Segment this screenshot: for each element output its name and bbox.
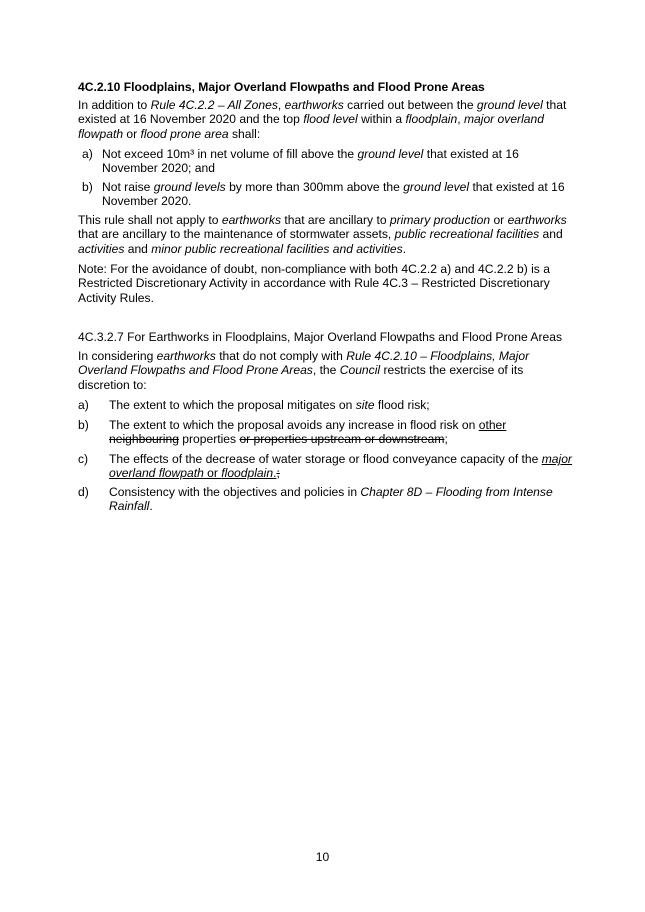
list-item-text: The effects of the decrease of water storage or flood conveyance capacity of the major overland flowpath or floodplain.; — [109, 452, 572, 481]
inserted-text: other — [478, 418, 507, 432]
deleted-text: ; — [276, 466, 280, 481]
inserted-text: floodplain — [221, 466, 274, 481]
defined-term: site — [355, 398, 375, 412]
list-item-label: b) — [82, 180, 93, 194]
defined-term: public recreational facilities — [394, 227, 540, 242]
defined-term: ground level — [403, 180, 470, 194]
defined-term: earthworks — [221, 213, 282, 227]
section-heading-4c-3-2-7: 4C.3.2.7 For Earthworks in Floodplains, Major Overland Flowpaths and Flood Prone Areas — [78, 330, 562, 344]
inserted-text: major overland flowpath — [109, 452, 572, 481]
section2-intro-paragraph: In considering earthworks that do not comply with Rule 4C.2.10 – Floodplains, Major Overland Flowpaths and Flood Prone Areas, the Council restricts the exercise of its discretion to: — [78, 349, 530, 392]
list-item-label: a) — [78, 398, 89, 412]
note-paragraph: Note: For the avoidance of doubt, non-compliance with both 4C.2.2 a) and 4C.2.2 b) is a Restricted Discretionary Activity in accordance with Rule 4C.3 – Restricted Discretionary Activity Rules. — [78, 262, 550, 305]
defined-term: minor public recreational facilities and activities — [151, 241, 403, 256]
rule-reference: Rule 4C.2.10 – Floodplains, Major Overland Flowpaths and Flood Prone Areas — [78, 349, 530, 378]
defined-term: ground level — [357, 147, 424, 161]
list-item-label: d) — [78, 485, 89, 499]
deleted-text: neighbouring — [109, 432, 179, 447]
defined-term: flood prone area — [140, 126, 229, 141]
defined-term: earthworks — [156, 349, 216, 363]
inserted-text: . — [273, 466, 277, 481]
page-number: 10 — [315, 850, 330, 864]
defined-term: flood level — [303, 112, 358, 127]
inserted-text: or — [203, 466, 222, 481]
defined-term: major overland flowpath — [78, 112, 544, 141]
section-heading-4c-2-10: 4C.2.10 Floodplains, Major Overland Flowpaths and Flood Prone Areas — [78, 80, 485, 94]
list-item-text: Consistency with the objectives and policies in Chapter 8D – Flooding from Intense Rainfall. — [109, 485, 553, 514]
chapter-reference: Chapter 8D – Flooding from Intense Rainfall — [109, 485, 553, 514]
deleted-text: or properties upstream or downstream — [239, 432, 445, 447]
defined-term: activities — [78, 241, 125, 256]
list-item-text: The extent to which the proposal mitigates on site flood risk; — [109, 398, 430, 412]
defined-term: primary production — [389, 213, 491, 227]
list-item-label: b) — [78, 418, 89, 432]
defined-term: ground levels — [153, 180, 226, 194]
list-item-label: a) — [82, 147, 93, 161]
list-item-label: c) — [78, 452, 89, 466]
defined-term: floodplain — [405, 112, 458, 127]
rule-reference: Rule 4C.2.2 – All Zones — [150, 98, 278, 112]
list-item-text: The extent to which the proposal avoids any increase in flood risk on other neighbouring properties or properties upstream or downstream; — [109, 418, 507, 447]
defined-term: Council — [339, 363, 381, 378]
exception-paragraph: This rule shall not apply to earthworks that are ancillary to primary production or earthworks that are ancillary to the maintenance of stormwater assets, public recreational facilities and activities and minor public recreational facilities and activities. — [78, 213, 567, 256]
list-item-text: Not raise ground levels by more than 300mm above the ground level that existed at 16 November 2020. — [102, 180, 565, 209]
defined-term: ground level — [476, 98, 543, 112]
defined-term: earthworks — [284, 98, 344, 112]
section1-intro-paragraph: In addition to Rule 4C.2.2 – All Zones, earthworks carried out between the ground level that existed at 16 November 2020 and the top flood level within a floodplain, major overland flowpath or flood prone area shall: — [78, 98, 567, 141]
defined-term: earthworks — [507, 213, 567, 227]
list-item-text: Not exceed 10m³ in net volume of fill above the ground level that existed at 16 November 2020; and — [102, 147, 519, 176]
